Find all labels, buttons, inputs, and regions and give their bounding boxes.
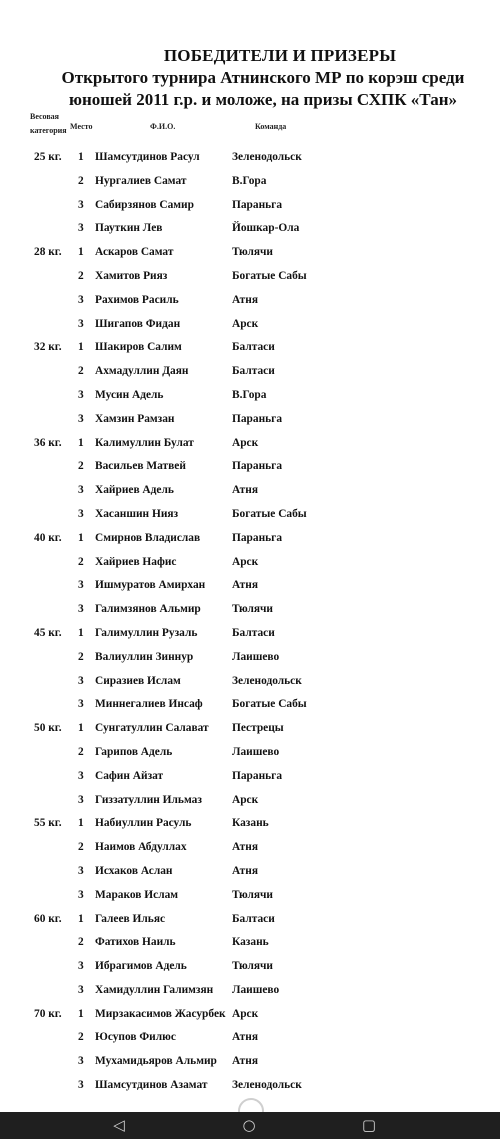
team-cell: Йошкар-Ола [232,222,300,235]
name-cell: Шакиров Салим [95,341,182,354]
table-row [0,670,500,694]
team-cell: Балтаси [232,341,275,354]
document-subtitle-line2: юношей 2011 г.р. и моложе, на призы СХПК «Тан» [68,90,458,109]
team-cell: Тюлячи [232,246,273,259]
header-fio: Ф.И.О. [150,122,176,131]
name-cell: Мирзакасимов Жасурбек [95,1007,226,1020]
document-subtitle-line1: Открытого турнира Атнинского МР по корэш среди [61,68,465,87]
name-cell: Сафин Айзат [95,769,164,782]
team-cell: Лаишево [232,745,280,758]
place-cell: 1 [78,151,84,163]
weight-category-cell: 55 кг. [34,817,62,830]
table-row [0,527,500,551]
name-cell: Пауткин Лев [95,222,163,235]
table-row [0,313,500,337]
weight-category-cell: 60 кг. [34,912,62,925]
team-cell: Атня [232,484,258,497]
team-cell: Богатые Сабы [232,698,307,711]
place-cell: 3 [78,769,84,782]
table-row [0,955,500,979]
recent-apps-icon[interactable]: ▢ [361,1116,377,1134]
place-cell: 2 [78,555,84,568]
table-row [0,884,500,908]
name-cell: Мусин Адель [95,388,164,401]
name-cell: Наимов Абдуллах [95,841,187,854]
table-row [0,836,500,860]
place-cell: 1 [78,436,84,449]
name-cell: Васильев Матвей [95,460,186,473]
name-cell: Хасаншин Нияз [95,507,179,520]
place-cell: 3 [78,1079,84,1092]
team-cell: Атня [232,841,258,854]
name-cell: Калимуллин Булат [95,436,194,449]
place-cell: 3 [78,793,84,806]
team-cell: Атня [232,1055,258,1068]
table-row [0,1074,500,1098]
name-cell: Нургалиев Самат [95,174,187,187]
weight-category-cell: 36 кг. [34,436,62,449]
team-cell: Атня [232,864,258,877]
team-cell: Зеленодольск [232,151,302,163]
weight-category-cell: 45 кг. [34,626,62,639]
team-cell: Богатые Сабы [232,269,307,282]
status-bar [0,0,500,28]
team-cell: Зеленодольск [232,674,302,687]
place-cell: 1 [78,1007,84,1020]
team-cell: Лаишево [232,983,280,996]
document-title: ПОБЕДИТЕЛИ И ПРИЗЕРЫ [163,46,397,65]
place-cell: 3 [78,603,84,616]
name-cell: Шамсутдинов Азамат [95,1079,208,1092]
header-weight-category: Весовая [30,112,59,121]
name-cell: Валиуллин Зиннур [95,650,194,663]
place-cell: 3 [78,1055,84,1068]
name-cell: Аскаров Самат [95,246,174,259]
place-cell: 3 [78,888,84,901]
team-cell: Лаишево [232,650,280,663]
table-row [0,384,500,408]
place-cell: 2 [78,174,84,187]
table-row [0,598,500,622]
name-cell: Галимзянов Альмир [95,603,201,616]
team-cell: В.Гора [232,174,267,187]
name-cell: Ишмуратов Амирхан [95,579,206,592]
team-cell: Арск [232,793,259,806]
name-cell: Гиззатуллин Ильмаз [95,793,202,806]
place-cell: 2 [78,1031,84,1044]
team-cell: Параньга [232,531,283,544]
team-cell: Балтаси [232,365,275,378]
table-row [0,336,500,360]
weight-category-cell: 70 кг. [34,1007,62,1020]
place-cell: 2 [78,460,84,473]
name-cell: Рахимов Расиль [95,293,179,306]
table-row [0,931,500,955]
table-row [0,979,500,1003]
team-cell: Параньга [232,460,283,473]
team-cell: Балтаси [232,912,275,925]
table-row [0,1003,500,1027]
team-cell: Зеленодольск [232,1079,302,1092]
name-cell: Исхаков Аслан [95,864,173,877]
name-cell: Галимуллин Рузаль [95,626,198,639]
place-cell: 2 [78,269,84,282]
team-cell: Казань [232,817,269,830]
table-row [0,1026,500,1050]
place-cell: 3 [78,698,84,711]
team-cell: Богатые Сабы [232,507,307,520]
place-cell: 3 [78,317,84,330]
name-cell: Хамзин Рамзан [95,412,175,425]
name-cell: Набиуллин Расуль [95,817,192,830]
home-icon[interactable]: ○ [242,1116,256,1134]
table-row [0,622,500,646]
team-cell: Арск [232,555,259,568]
place-cell: 3 [78,293,84,306]
name-cell: Юсупов Филюс [95,1031,176,1044]
team-cell: Параньга [232,769,283,782]
table-row [0,360,500,384]
table-row [0,146,500,170]
name-cell: Сиразиев Ислам [95,674,181,687]
results-table [0,146,500,1098]
table-row [0,860,500,884]
place-cell: 1 [78,341,84,354]
team-cell: Тюлячи [232,888,273,901]
team-cell: Пестрецы [232,722,284,735]
team-cell: Атня [232,293,258,306]
table-row [0,289,500,313]
table-row [0,241,500,265]
table-row [0,574,500,598]
table-row [0,194,500,218]
table-row [0,479,500,503]
place-cell: 3 [78,960,84,973]
header-place: Место [70,122,93,131]
table-row [0,789,500,813]
name-cell: Галеев Ильяс [95,912,166,925]
name-cell: Фатихов Наиль [95,936,176,949]
table-row [0,408,500,432]
name-cell: Хамитов Рияз [95,269,168,282]
name-cell: Миннегалиев Инсаф [95,698,203,711]
name-cell: Гарипов Адель [95,745,173,758]
team-cell: Тюлячи [232,603,273,616]
place-cell: 1 [78,912,84,925]
team-cell: Параньга [232,412,283,425]
name-cell: Шигапов Фидан [95,317,181,330]
place-cell: 2 [78,365,84,378]
place-cell: 3 [78,388,84,401]
place-cell: 2 [78,936,84,949]
place-cell: 1 [78,531,84,544]
place-cell: 3 [78,222,84,235]
team-cell: В.Гора [232,388,267,401]
table-row [0,503,500,527]
table-row [0,765,500,789]
team-cell: Атня [232,1031,258,1044]
table-row [0,908,500,932]
place-cell: 3 [78,484,84,497]
weight-category-cell: 40 кг. [34,531,62,544]
back-icon[interactable]: ◁ [113,1116,125,1134]
table-row [0,646,500,670]
place-cell: 3 [78,674,84,687]
table-row [0,265,500,289]
name-cell: Ахмадуллин Даян [95,365,189,378]
name-cell: Сунгатуллин Салават [95,722,209,735]
weight-category-cell: 28 кг. [34,246,62,259]
table-row [0,455,500,479]
weight-category-cell: 32 кг. [34,341,62,354]
name-cell: Хайриев Нафис [95,555,177,568]
place-cell: 1 [78,817,84,830]
team-cell: Атня [232,579,258,592]
name-cell: Мараков Ислам [95,888,179,901]
team-cell: Арск [232,436,259,449]
table-row [0,812,500,836]
weight-category-cell: 25 кг. [34,151,62,163]
table-row [0,717,500,741]
place-cell: 2 [78,745,84,758]
navigation-bar [0,1112,500,1139]
place-cell: 3 [78,507,84,520]
name-cell: Смирнов Владислав [95,531,201,544]
name-cell: Шамсутдинов Расул [95,151,200,163]
weight-category-cell: 50 кг. [34,722,62,735]
place-cell: 2 [78,841,84,854]
table-row [0,693,500,717]
team-cell: Параньга [232,198,283,211]
team-cell: Арск [232,317,259,330]
place-cell: 3 [78,412,84,425]
header-weight-category-line2: категория [30,126,67,135]
document-page [0,28,500,1112]
name-cell: Сабирзянов Самир [95,198,194,211]
name-cell: Ибрагимов Адель [95,960,187,973]
name-cell: Хамидуллин Галимзян [95,983,214,996]
place-cell: 3 [78,198,84,211]
team-cell: Балтаси [232,626,275,639]
team-cell: Казань [232,936,269,949]
place-cell: 3 [78,983,84,996]
header-team: Команда [255,122,287,131]
place-cell: 1 [78,722,84,735]
place-cell: 1 [78,626,84,639]
name-cell: Хайриев Адель [95,484,174,497]
table-row [0,741,500,765]
team-cell: Арск [232,1007,259,1020]
table-row [0,551,500,575]
place-cell: 3 [78,579,84,592]
table-row [0,217,500,241]
table-row [0,170,500,194]
name-cell: Мухамидьяров Альмир [95,1055,217,1068]
place-cell: 1 [78,246,84,259]
place-cell: 2 [78,650,84,663]
team-cell: Тюлячи [232,960,273,973]
table-row [0,1050,500,1074]
place-cell: 3 [78,864,84,877]
table-row [0,432,500,456]
